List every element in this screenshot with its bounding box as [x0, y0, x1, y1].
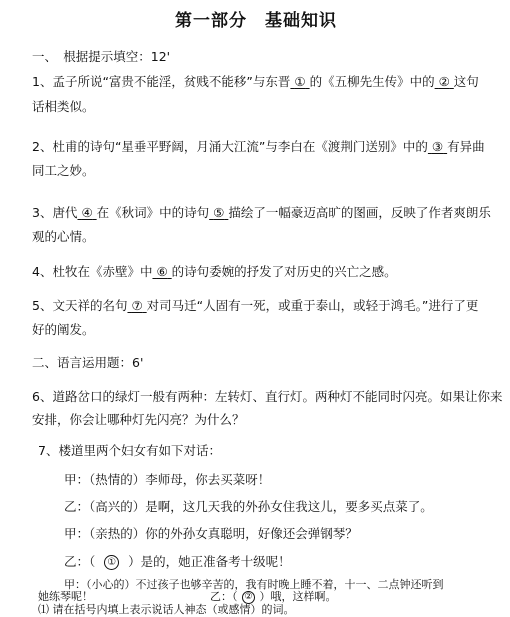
blank-6: ⑥ — [156, 264, 168, 279]
blank-2: ② — [438, 74, 450, 89]
question-1-line-2: 话相类似。 — [32, 99, 95, 114]
section-1-heading: 一、 根据提示填空：12' — [32, 49, 171, 64]
sub-question-1: ⑴ 请在括号内填上表示说话人神态（或感情）的词。 — [38, 603, 295, 616]
blank-7: ⑦ — [131, 298, 143, 313]
question-1-line-1: 1、孟子所说“富贵不能淫，贫贱不能移”与东晋 ① 的《五柳先生传》中的 ② 这句 — [32, 74, 479, 89]
question-3-line-2: 观的心情。 — [32, 229, 95, 244]
dialogue-line-6: 乙：（ ② ）哦，这样啊。 — [210, 590, 337, 603]
blank-3: ③ — [431, 139, 444, 154]
dialogue-line-4: 乙：（ ① ）是的，她正准备考十级呢！ — [64, 554, 291, 569]
dialogue-line-5: 甲：（小心的）不过孩子也够辛苦的，我有时晚上睡不着，十一、二点钟还听到 — [64, 578, 444, 591]
dialogue-line-5-cont: 她练琴呢！ — [38, 590, 93, 603]
blank-1: ① — [294, 74, 306, 89]
question-5-line-2: 好的阐发。 — [32, 322, 95, 337]
section-2-heading: 二、语言运用题：6' — [32, 355, 144, 370]
question-4-line-1: 4、杜牧在《赤壁》中 ⑥ 的诗句委婉的抒发了对历史的兴亡之感。 — [32, 264, 397, 279]
question-3-line-1: 3、唐代 ④ 在《秋词》中的诗句 ⑤ 描绘了一幅豪迈高旷的图画，反映了作者爽朗乐 — [32, 205, 491, 220]
question-2-line-2: 同工之妙。 — [32, 163, 95, 178]
dialogue-line-1: 甲：（热情的）李师母，你去买菜呀！ — [64, 472, 271, 487]
question-2-line-1: 2、杜甫的诗句“星垂平野阔，月涌大江流”与李白在《渡荆门送别》中的 ③ 有异曲 — [32, 139, 485, 154]
question-6-line-1: 6、道路岔口的绿灯一般有两种：左转灯、直行灯。两种灯不能同时闪亮。如果让你来 — [32, 389, 503, 404]
dialogue-line-2: 乙：（高兴的）是啊，这几天我的外孙女住我这儿，要多买点菜了。 — [64, 499, 433, 514]
blank-5: ⑤ — [213, 205, 225, 220]
answer-blank-1: ① — [104, 555, 119, 570]
answer-blank-2: ② — [242, 591, 255, 604]
blank-4: ④ — [81, 205, 93, 220]
dialogue-line-3: 甲：（亲热的）你的外孙女真聪明，好像还会弹钢琴？ — [64, 526, 358, 541]
question-6-line-2: 安排，你会让哪种灯先闪亮？为什么？ — [32, 412, 245, 427]
question-7-heading: 7、楼道里两个妇女有如下对话： — [38, 443, 221, 458]
page-title: 第一部分 基础知识 — [175, 11, 337, 31]
question-5-line-1: 5、文天祥的名句 ⑦ 对司马迁“人固有一死，或重于泰山，或轻于鸿毛。”进行了更 — [32, 298, 479, 313]
